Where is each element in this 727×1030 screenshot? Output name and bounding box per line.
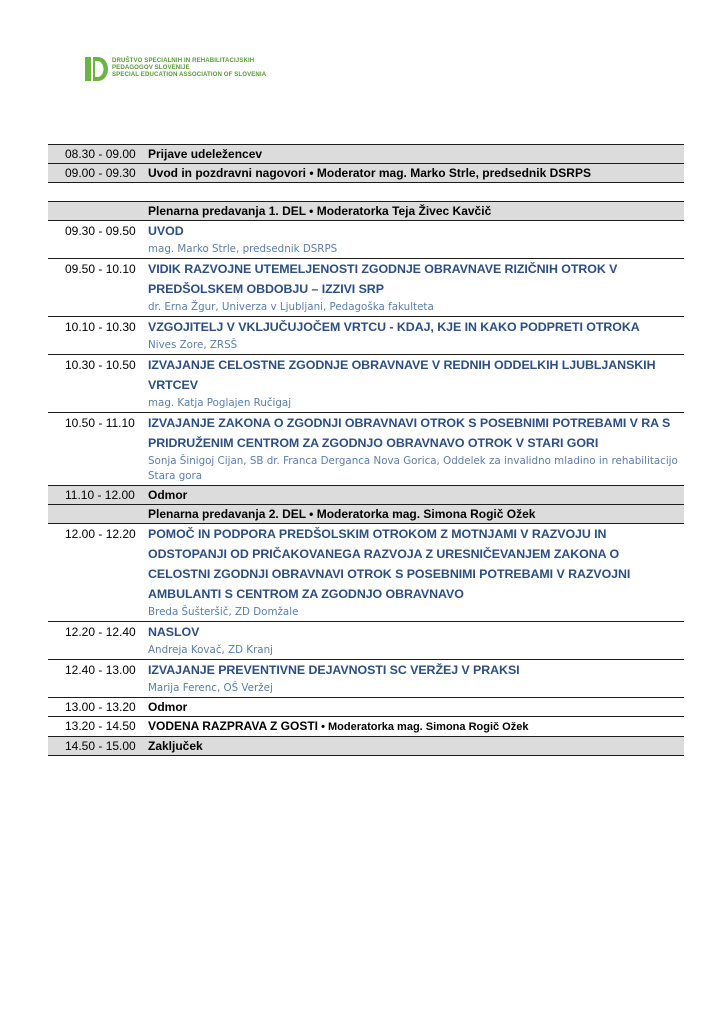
time-slot: 12.40 - 13.00 [65,663,136,677]
org-name-line3: SPECIAL EDUCATION ASSOCIATION OF SLOVENIA [112,71,267,79]
talk-row [48,259,684,317]
time-slot: 10.50 - 11.10 [65,416,135,430]
time-slot: 10.30 - 10.50 [65,358,136,372]
break-row [48,698,684,717]
dsrps-logo-icon [84,55,108,83]
time-slot: 12.20 - 12.40 [65,625,136,639]
closing-row [48,737,684,756]
org-logo [84,55,284,85]
speaker: dr. Erna Žgur, Univerza v Ljubljani, Pedagoška fakulteta [148,301,434,313]
speaker: Andreja Kovač, ZD Kranj [148,644,273,656]
section-title: Plenarna predavanja 1. DEL • Moderatorka Teja Živec Kavčič [148,204,492,218]
talk-title: IZVAJANJE ZAKONA O ZGODNJI OBRAVNAVI OTROK S POSEBNIMI POTREBAMI V RA S PRIDRUŽENIM CENTROM ZA ZGODNJO OBRAVNAVO OTROK V STARI GORI [148,416,671,450]
time-slot: 12.00 - 12.20 [65,527,136,541]
session-title: Prijave udeležencev [148,147,263,161]
session-moderator: • Moderatorka mag. Simona Rogič Ožek [318,721,529,733]
talk-row [48,317,684,355]
talk-row [48,413,684,486]
time-slot: 11.10 - 12.00 [65,488,135,502]
speaker: Nives Zore, ZRSŠ [148,339,238,351]
spacer-row [48,183,684,202]
talk-row [48,221,684,259]
org-name-line1: DRUŠTVO SPECIALNIH IN REHABILITACIJSKIH [112,57,255,64]
discussion-row [48,717,684,737]
session-title: Odmor [148,700,188,714]
session-title: VODENA RAZPRAVA Z GOSTI [148,719,319,733]
org-name [112,57,266,79]
org-name-line2: PEDAGOGOV SLOVENIJE [112,64,190,72]
session-title: Uvod in pozdravni nagovori • Moderator mag. Marko Strle, predsednik DSRPS [148,166,591,180]
talk-row [48,622,684,660]
time-slot: 14.50 - 15.00 [65,739,136,753]
speaker: mag. Katja Poglajen Ručigaj [148,397,292,409]
talk-title: IZVAJANJE PREVENTIVNE DEJAVNOSTI SC VERŽEJ V PRAKSI [148,663,520,677]
talk-title: UVOD [148,224,184,238]
time-slot: 13.00 - 13.20 [65,700,136,714]
speaker: Marija Ferenc, OŠ Veržej [148,682,273,694]
time-slot: 09.00 - 09.30 [65,166,136,180]
talk-title: VIDIK RAZVOJNE UTEMELJENOSTI ZGODNJE OBRAVNAVE RIZIČNIH OTROK V PREDŠOLSKEM OBDOBJU – IZZIVI SRP [148,262,618,296]
time-slot: 09.50 - 10.10 [65,262,136,276]
section-header-row [48,202,684,221]
time-slot [48,202,145,220]
talk-row [48,660,684,698]
time-slot: 09.30 - 09.50 [65,224,136,238]
section-header-row [48,505,684,524]
schedule-row [48,164,684,183]
time-slot [48,505,145,523]
section-title: Plenarna predavanja 2. DEL • Moderatorka mag. Simona Rogič Ožek [148,507,536,521]
talk-title: VZGOJITELJ V VKLJUČUJOČEM VRTCU - KDAJ, KJE IN KAKO PODPRETI OTROKA [148,320,640,334]
schedule-row [48,144,684,164]
time-slot: 08.30 - 09.00 [65,147,136,161]
program-schedule [48,144,684,756]
talk-row [48,524,684,622]
break-row [48,486,684,505]
speaker: mag. Marko Strle, predsednik DSRPS [148,243,338,255]
talk-title: IZVAJANJE CELOSTNE ZGODNJE OBRAVNAVE V REDNIH ODDELKIH LJUBLJANSKIH VRTCEV [148,358,656,392]
talk-row [48,355,684,413]
session-title: Zaključek [148,739,203,753]
talk-title: POMOČ IN PODPORA PREDŠOLSKIM OTROKOM Z MOTNJAMI V RAZVOJU IN ODSTOPANJI OD PRIČAKOVANEGA RAZVOJA Z URESNIČEVANJEM ZAKONA O CELOSTNI ZGODNJI OBRAVNAVI OTROK S POSEBNIMI POTREBAMI V RAZVOJNI AMBULANTI S CENTROM ZA ZGODNJO OBRAVNAVO [148,527,631,601]
session-title-group [148,717,684,736]
time-slot: 13.20 - 14.50 [65,719,136,733]
speaker: Breda Šušteršič, ZD Domžale [148,606,299,618]
time-slot: 10.10 - 10.30 [65,320,136,334]
session-title: Odmor [148,488,188,502]
talk-title: NASLOV [148,625,200,639]
speaker: Sonja Šinigoj Cijan, SB dr. Franca Derganca Nova Gorica, Oddelek za invalidno mladino in rehabilitacijo Stara gora [148,455,678,482]
